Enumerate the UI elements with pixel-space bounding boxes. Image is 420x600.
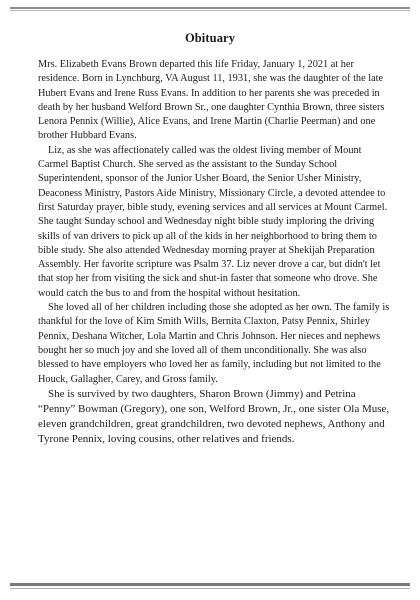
paragraph-church-life: Liz, as she was affectionately called was the oldest living member of Mount Carmel Baptist Church. She served as the assistant to the Sunday School Superintendent, sponsor of the Junior Usher Board, the Senior Usher Ministry, Deaconess Ministry, Pastors Aide Ministry, Missionary Circle, a devoted attendee to first Saturday prayer, bible study, evening services and all services at Mount Carmel. She taught Sunday school and Wednesday night bible study imploring the driving skills of van drivers to pick up all of the kids in her neighborhood to bring them to bible study. She also attended Wednesday morning prayer at Shekijah Preparation Assembly. Her favorite scripture was Psalm 37. Liz never drove a car, but didn't let that stop her from visiting the sick and shut-in faster that someone who drove. She would catch the bus to and from the hospital without hesitation. <box>38 144 388 299</box>
paragraph-intro: Mrs. Elizabeth Evans Brown departed this life Friday, January 1, 2021 at her residence. Born in Lynchburg, VA August 11, 1931, she was the daughter of the late Hubert Evans and Irene Russ Evans. In addition to her parents she was preceded in death by her husband Welford Brown Sr., one daughter Cynthia Brown, three sisters Lenora Pennix (Willie), Alice Evans, and Irene Martin (Charlie Peerman) and one brother Hubbard Evans. <box>38 59 385 142</box>
bottom-divider-thin <box>10 588 410 589</box>
top-divider-thin <box>10 10 410 11</box>
obituary-body <box>38 58 390 447</box>
bottom-divider <box>10 583 410 586</box>
top-divider <box>10 7 410 9</box>
paragraph-family-love: She loved all of her children including those she adopted as her own. The family is thankful for the love of Kim Smith Wills, Bernita Claxton, Patsy Pennix, Shirley Pennix, Deshana Witcher, Lola Martin and Chris Johnson. Her nieces and nephews bought her so much joy and she loved all of them unconditionally. She was also blessed to have employers who loved her as family, including but not limited to the Houck, Gallagher, Carey, and Gross family. <box>38 302 390 385</box>
page-title: Obituary <box>184 31 236 45</box>
paragraph-survivors: She is survived by two daughters, Sharon Brown (Jimmy) and Petrina “Penny” Bowman (Gregory), one son, Welford Brown, Jr., one sister Ola Muse, eleven grandchildren, great grandchildren, two devoted nephews, Anthony and Tyrone Pennix, loving cousins, other relatives and friends. <box>38 387 390 445</box>
